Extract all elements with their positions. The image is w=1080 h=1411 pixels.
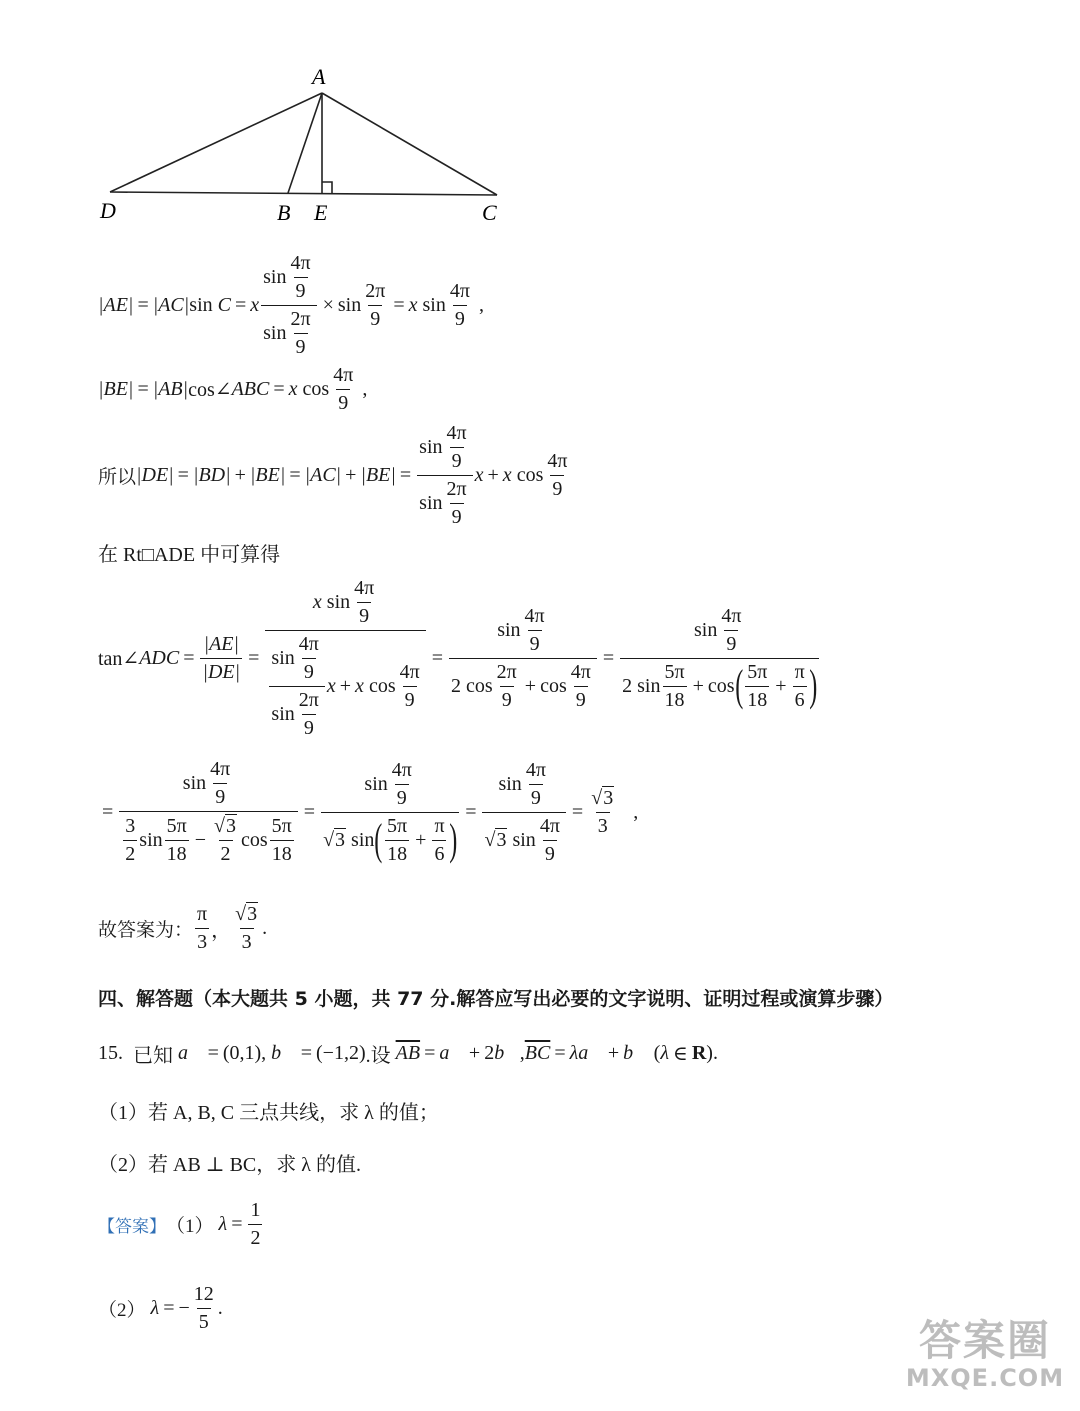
problem-15-part1: （1）若 A, B, C 三点共线，求 λ 的值； xyxy=(98,1101,439,1124)
label-c: C xyxy=(482,200,497,225)
equation-de: 所以 |DE| = |BD| + |BE| = |AC| + |BE| = sin $\frac{4\pi}{9}$ sin $\frac{2\pi}{9}$ x + x cos $\frac{4\pi}{9}$ xyxy=(98,421,568,528)
right-angle-mark xyxy=(322,182,332,194)
problem-15-part2: （2）若 AB ⊥ BC，求 λ 的值. xyxy=(98,1153,361,1176)
watermark-text-cn: 答案圈 xyxy=(918,1316,1051,1365)
section-heading: 四、解答题（本大题共 5 小题，共 77 分.解答应写出必要的文字说明、证明过程或演算步骤） xyxy=(98,987,894,1010)
answer-tag: 【答案】 xyxy=(98,1216,166,1237)
rt-ade-text: 在 Rt□ADE 中可算得 xyxy=(98,543,281,566)
triangle-figure xyxy=(90,60,530,230)
problem-15-statement: 15. 已知 a⃗ = (0,1), b⃗ = (−1,2) .设 $\overline{AB}$ = a⃗ + 2 b⃗ , $\overline{BC}$ = λa⃗ + b⃗ ( λ ∈ R ) . xyxy=(98,1041,718,1067)
answer-2: （2） λ = − $\frac{12}{5}$ . xyxy=(98,1282,223,1333)
segment-dc xyxy=(110,192,497,195)
equation-tan-1: tan∠ ADC = $\frac{|AE|}{|DE|}$ = x sin $\frac{4\pi}{9}$ sin $\frac{4\pi}{9}$ sin $\frac{2\pi}{9}$ x + x cos $\frac{4\pi}{9}$ = sin $\frac{4\pi}{9}$ 2 cos $\frac{2\pi}{9}$ + cos $\frac{4\pi}{9}$ = sin $\frac{4\pi}{9}$ 2 sin $\frac{5\pi}{18}$ + cos ( $\frac{5\pi}{18}$ + $\frac{\pi}{6}$ ) xyxy=(98,578,821,738)
label-b: B xyxy=(277,200,291,225)
watermark-logo xyxy=(900,1318,1070,1392)
label-d: D xyxy=(100,198,116,223)
equation-tan-2: = sin $\frac{4\pi}{9}$ $\frac{3}{2}$ sin $\frac{5\pi}{18}$ − √ 3 2 cos $\frac{5\pi}{18}$ = sin $\frac{4\pi}{9}$ √ 3 sin ( $\frac{5\pi}{18}$ + $\frac{\pi}{6}$ ) = sin $\frac{4\pi}{9}$ √ 3 sin $\frac{4\pi}{9}$ = √ 3 3 , xyxy=(102,758,639,865)
segment-ac xyxy=(322,93,497,195)
equation-ae: |AE| = |AC| sin C = x sin $\frac{4\pi}{9}$ sin $\frac{2\pi}{9}$ × sin $\frac{2\pi}{9}$ = x sin $\frac{4\pi}{9}$ , xyxy=(98,251,484,358)
segment-da xyxy=(110,93,322,192)
answer-line: 故答案为： $\frac{\pi}{3}$ ， √ 3 3 . xyxy=(98,902,268,953)
segment-ab xyxy=(288,93,322,193)
label-a: A xyxy=(312,64,326,89)
watermark-text-en: MXQE.COM xyxy=(905,1364,1065,1393)
label-e: E xyxy=(314,200,328,225)
equation-be: |BE| = |AB| cos∠ ABC = x cos $\frac{4\pi}{9}$ , xyxy=(98,363,368,414)
answer-1: 【答案】 （1） λ = $\frac{1}{2}$ xyxy=(98,1198,261,1249)
